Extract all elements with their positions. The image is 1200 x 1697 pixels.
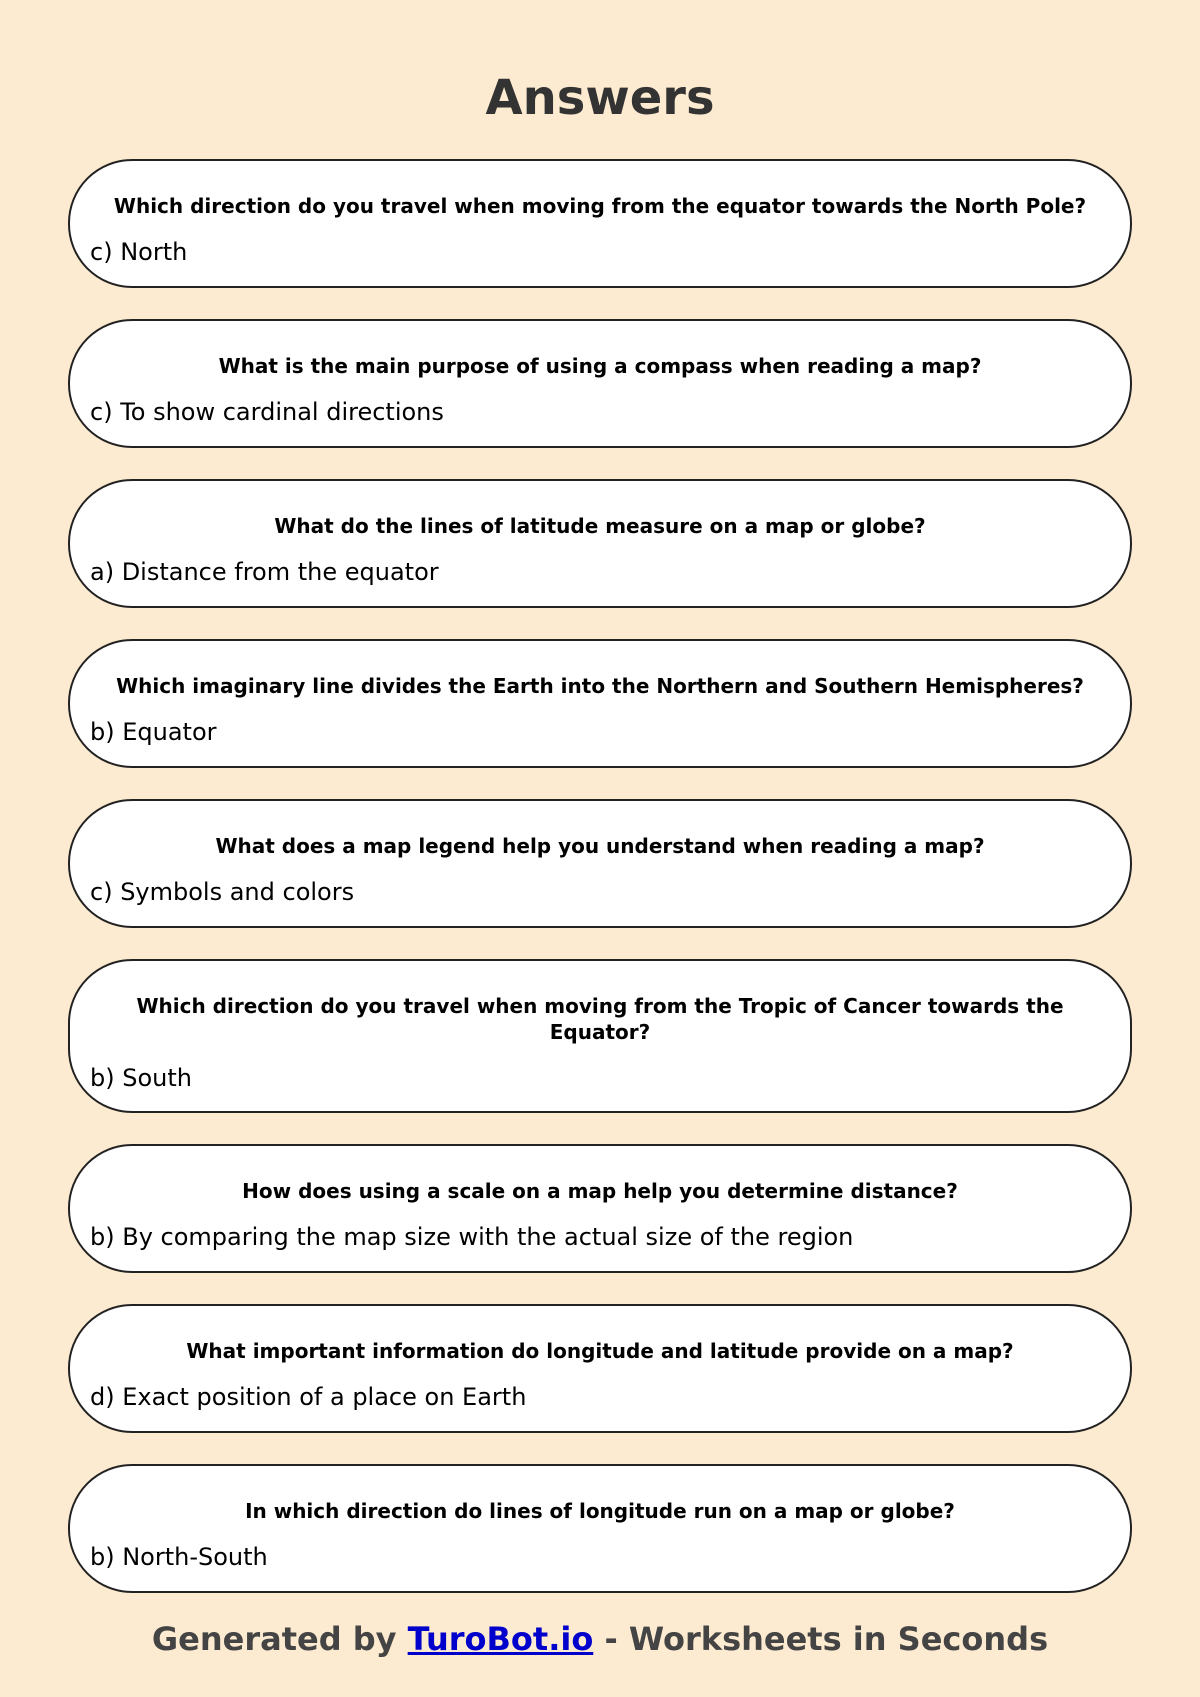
- question-text: How does using a scale on a map help you determine distance?: [242, 1179, 958, 1203]
- answer-text: c) North: [90, 238, 188, 266]
- footer-credit: [0, 1619, 1200, 1659]
- answer-text: d) Exact position of a place on Earth: [90, 1383, 527, 1411]
- question-text: In which direction do lines of longitude run on a map or globe?: [245, 1499, 955, 1523]
- answer-card: [68, 1464, 1132, 1593]
- answer-card: [68, 799, 1132, 928]
- question-text: What do the lines of latitude measure on a map or globe?: [274, 514, 926, 538]
- answer-card: [68, 1304, 1132, 1433]
- question-text: Which direction do you travel when moving from the equator towards the North Pole?: [113, 194, 1087, 218]
- answer-text: b) By comparing the map size with the actual size of the region: [90, 1223, 854, 1251]
- answer-card: [68, 1144, 1132, 1273]
- footer-prefix: Generated by: [151, 1620, 408, 1658]
- question-text: What important information do longitude and latitude provide on a map?: [186, 1339, 1014, 1363]
- page-title: Answers: [485, 70, 715, 126]
- answer-card: [68, 479, 1132, 608]
- question-text: What is the main purpose of using a compass when reading a map?: [218, 354, 982, 378]
- answer-card: [68, 159, 1132, 288]
- answer-text: a) Distance from the equator: [90, 558, 439, 586]
- answer-card: [68, 959, 1132, 1113]
- footer-suffix: - Worksheets in Seconds: [593, 1620, 1049, 1658]
- answer-text: b) South: [90, 1064, 192, 1092]
- turobot-link[interactable]: TuroBot.io: [407, 1620, 594, 1658]
- answer-text: b) Equator: [90, 718, 217, 746]
- question-text: Which imaginary line divides the Earth into the Northern and Southern Hemispheres?: [116, 674, 1084, 698]
- answer-card: [68, 639, 1132, 768]
- question-text: Which direction do you travel when moving from the Tropic of Cancer towards the Equator?: [136, 994, 1064, 1044]
- answer-card: [68, 319, 1132, 448]
- question-text: What does a map legend help you understand when reading a map?: [215, 834, 985, 858]
- answer-list: [68, 159, 1132, 1624]
- answer-text: c) To show cardinal directions: [90, 398, 444, 426]
- answer-text: b) North-South: [90, 1543, 268, 1571]
- answer-text: c) Symbols and colors: [90, 878, 355, 906]
